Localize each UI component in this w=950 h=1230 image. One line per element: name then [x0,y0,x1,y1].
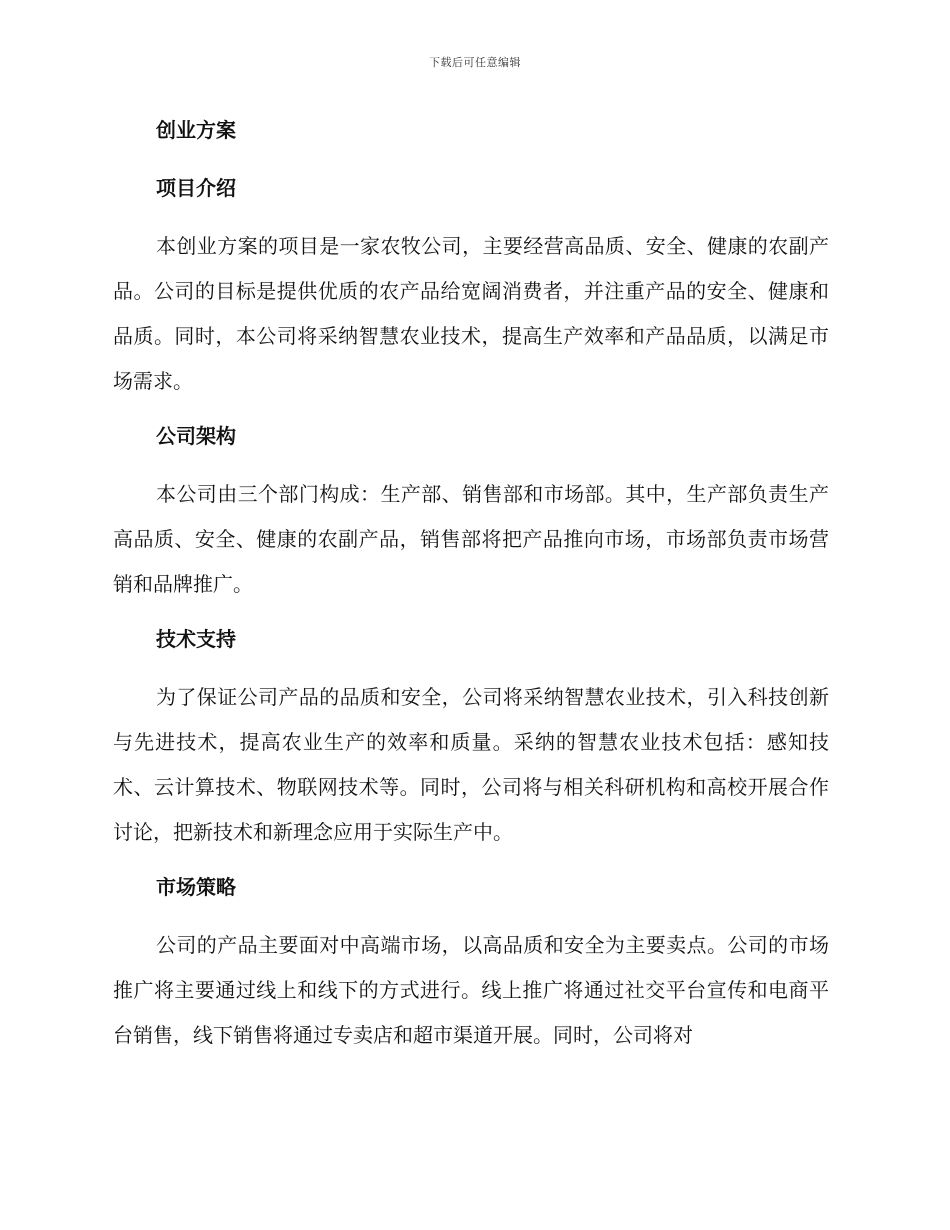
document-title: 创业方案 [156,118,236,142]
section-paragraph-company-structure: 本公司由三个部门构成：生产部、销售部和市场部。其中，生产部负责生产高品质、安全、健康的农副产品，销售部将把产品推向市场，市场部负责市场营销和品牌推广。 [113,482,829,596]
section-heading-tech-support: 技术支持 [156,627,236,651]
section-heading-company-structure: 公司架构 [156,424,236,448]
section-heading-market-strategy: 市场策略 [156,875,236,899]
document-body [113,108,829,1058]
section-paragraph-project-intro: 本创业方案的项目是一家农牧公司，主要经营高品质、安全、健康的农副产品。公司的目标是提供优质的农产品给宽阔消费者，并注重产品的安全、健康和品质。同时，本公司将采纳智慧农业技术，提高生产效率和产品品质，以满足市场需求。 [113,234,829,393]
header-note: 下载后可任意编辑 [429,56,521,69]
section-heading-project-intro: 项目介绍 [156,176,236,200]
section-paragraph-market-strategy: 公司的产品主要面对中高端市场，以高品质和安全为主要卖点。公司的市场推广将主要通过线上和线下的方式进行。线上推广将通过社交平台宣传和电商平台销售，线下销售将通过专卖店和超市渠道开展。同时，公司将对 [113,933,829,1047]
section-paragraph-tech-support: 为了保证公司产品的品质和安全，公司将采纳智慧农业技术，引入科技创新与先进技术，提高农业生产的效率和质量。采纳的智慧农业技术包括：感知技术、云计算技术、物联网技术等。同时，公司将与相关科研机构和高校开展合作讨论，把新技术和新理念应用于实际生产中。 [113,685,829,844]
